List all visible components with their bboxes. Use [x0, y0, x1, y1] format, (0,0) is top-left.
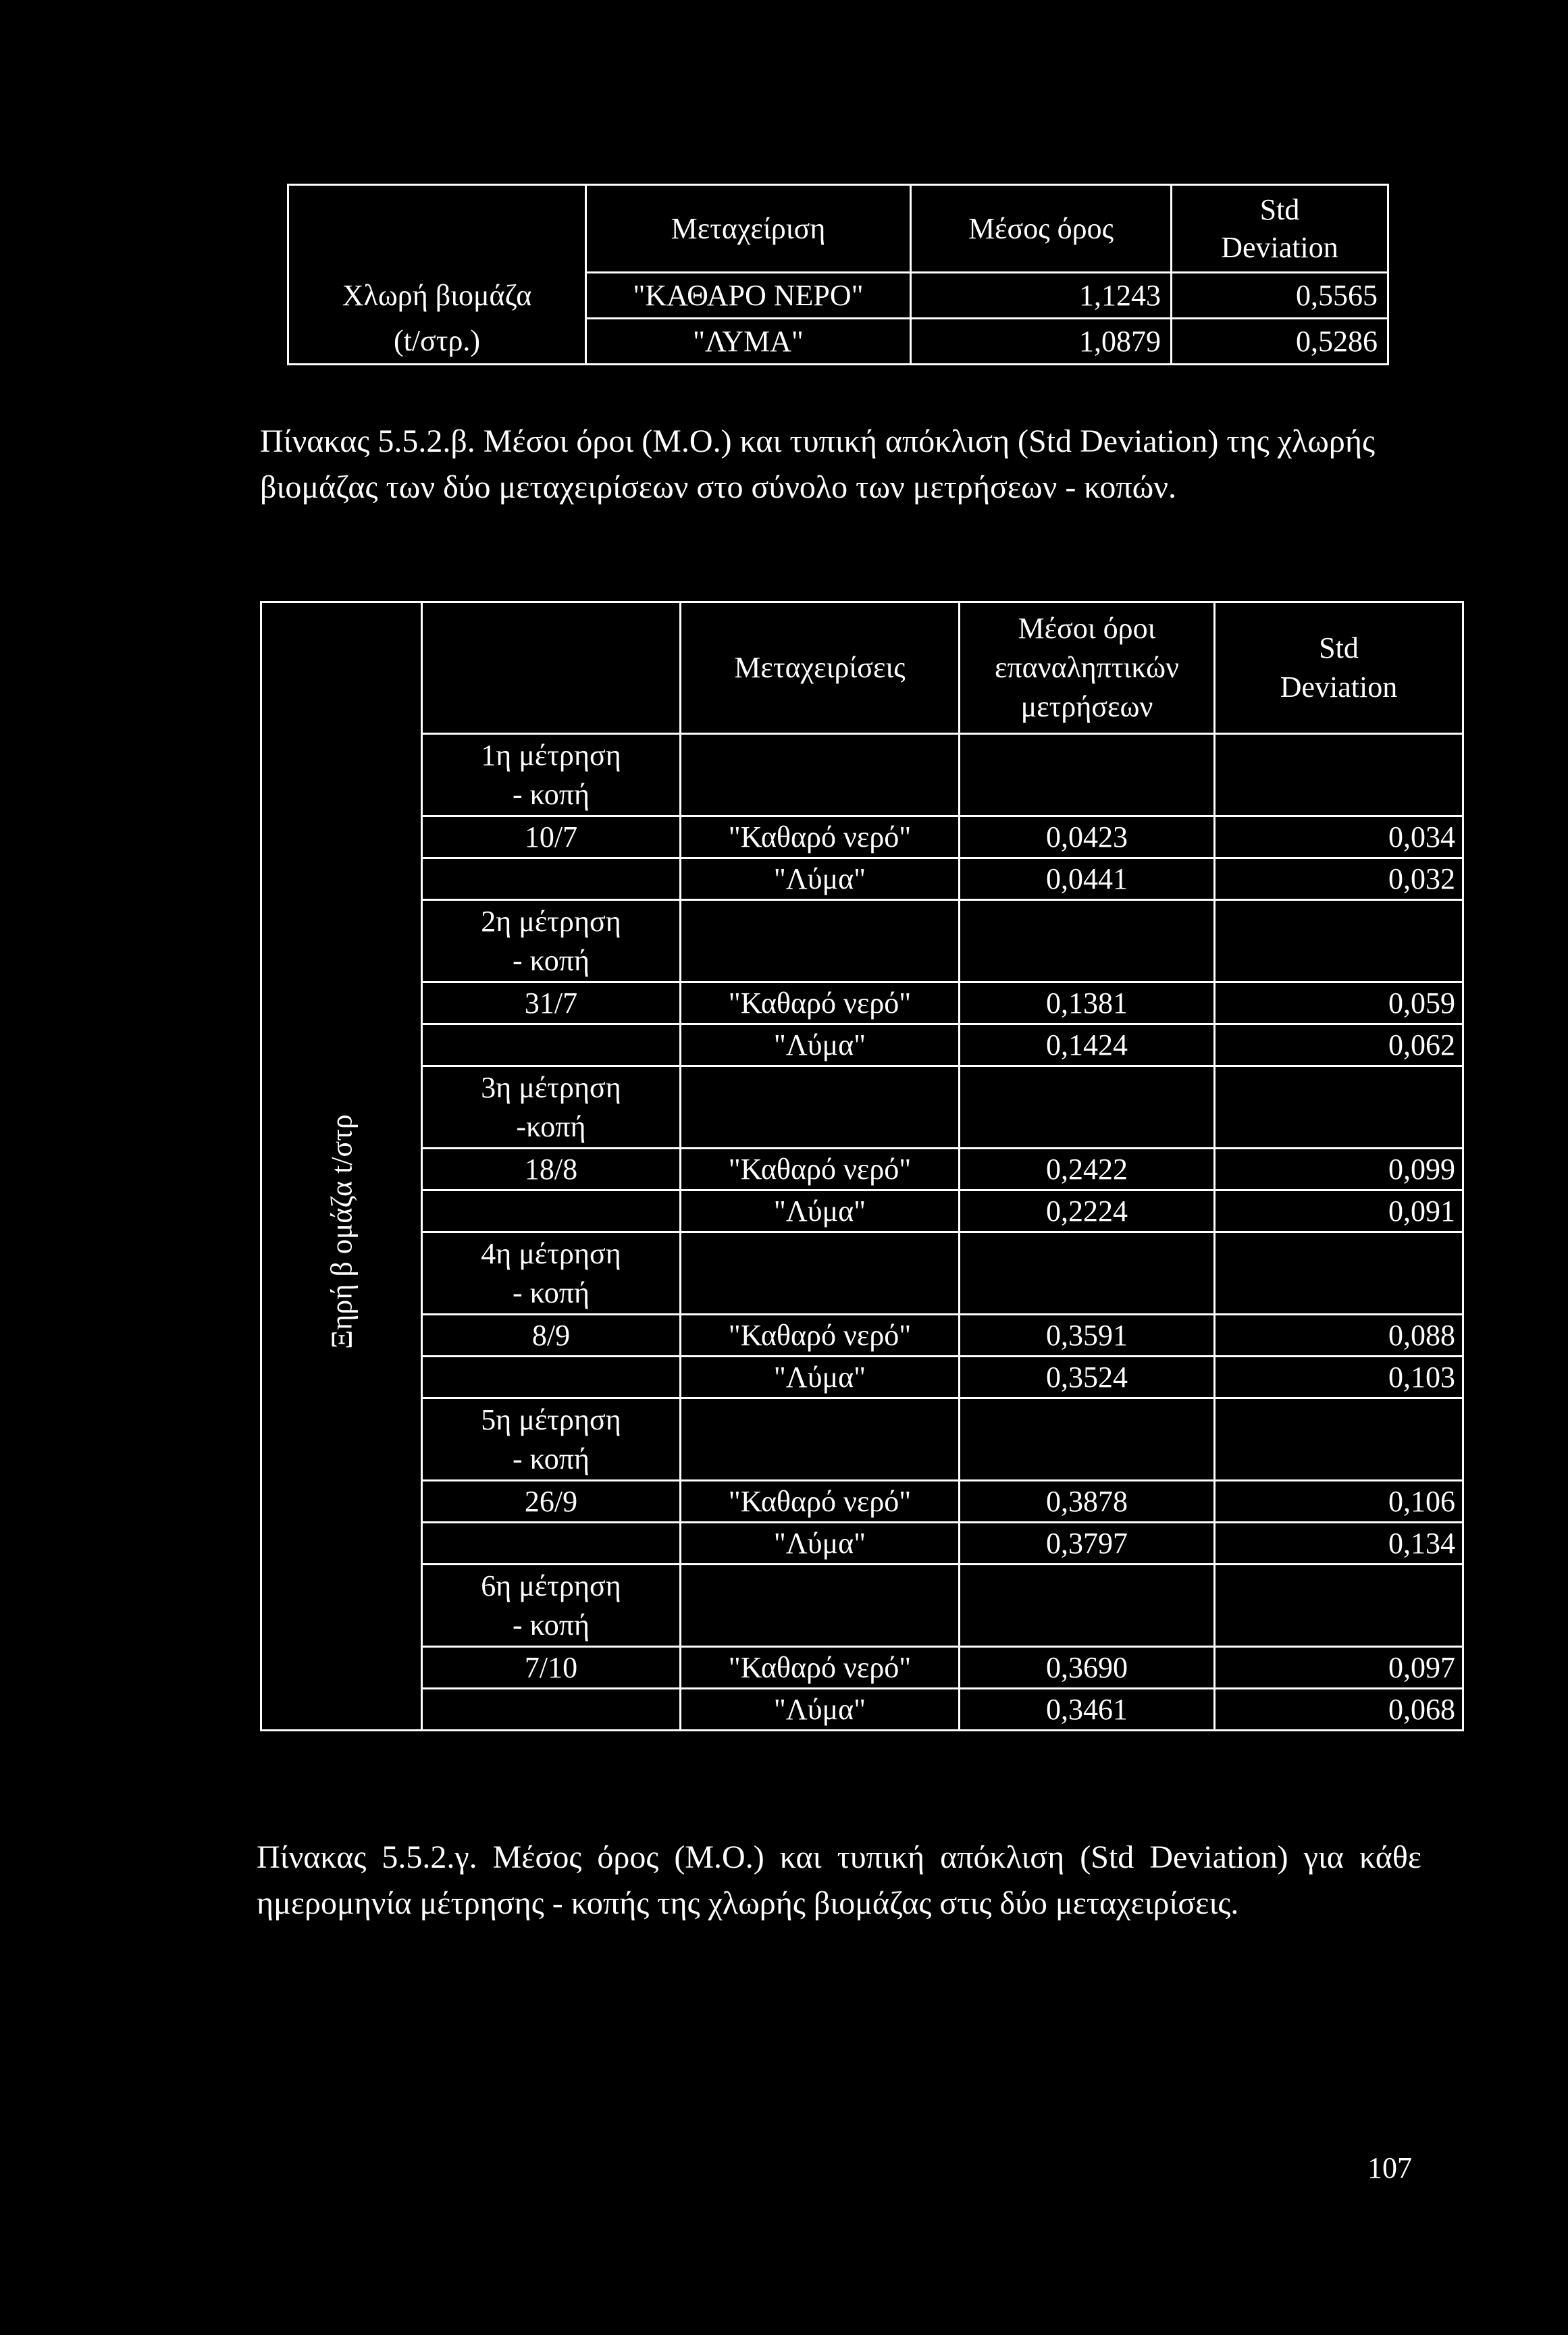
t2-group-label-line1: 5η μέτρηση	[481, 1402, 621, 1436]
t2-group-label-line2: - κοπή	[512, 1276, 590, 1309]
table-row	[261, 1315, 1463, 1357]
t2-std: 0,103	[1215, 1357, 1463, 1398]
t2-treatment: "Λύμα"	[681, 1024, 960, 1066]
t2-empty-cell	[681, 900, 960, 982]
table-row	[261, 1149, 1463, 1190]
t2-group-label-line2: - κοπή	[512, 777, 590, 811]
t1-header-treatment: Μεταχείριση	[586, 185, 911, 273]
table-row	[261, 1481, 1463, 1523]
t2-empty-cell	[1215, 1398, 1463, 1481]
t1-row1-treatment: "ΛΥΜΑ"	[586, 319, 911, 365]
t2-std: 0,032	[1215, 858, 1463, 900]
t2-std: 0,099	[1215, 1149, 1463, 1190]
t2-group-label-line1: 6η μέτρηση	[481, 1569, 621, 1602]
t2-empty-cell	[960, 734, 1215, 816]
t2-mean: 0,0423	[960, 816, 1215, 858]
t2-vertical-label: Ξηρή β ομάζα t/στρ	[325, 1113, 358, 1349]
t2-header-std-line1: Std	[1319, 631, 1359, 664]
t2-date: 8/9	[422, 1315, 681, 1357]
t2-empty-cell	[422, 1190, 681, 1232]
t2-group-label	[422, 900, 681, 982]
t2-empty-cell	[422, 858, 681, 900]
t2-mean: 0,2422	[960, 1149, 1215, 1190]
t2-mean: 0,3797	[960, 1523, 1215, 1565]
t2-corner-cell	[261, 602, 422, 734]
page-number: 107	[1367, 2151, 1412, 2184]
t2-treatment: "Καθαρό νερό"	[681, 1647, 960, 1689]
t2-empty-cell	[960, 1066, 1215, 1149]
t2-header-std-line2: Deviation	[1280, 671, 1398, 704]
green-biomass-table	[287, 184, 1389, 365]
t1-header-mean: Μέσος όρος	[911, 185, 1172, 273]
t2-treatment: "Λύμα"	[681, 1190, 960, 1232]
table-row	[261, 1689, 1463, 1731]
t2-std: 0,062	[1215, 1024, 1463, 1066]
t2-std: 0,091	[1215, 1190, 1463, 1232]
t2-empty-cell	[1215, 734, 1463, 816]
table-row	[261, 982, 1463, 1024]
t1-header-std-line1: Std	[1259, 192, 1300, 226]
t2-treatment: "Λύμα"	[681, 1689, 960, 1731]
table-row	[261, 1357, 1463, 1398]
t1-row1-mean: 1,0879	[911, 319, 1172, 365]
t1-corner-cell	[288, 185, 586, 273]
t2-empty-cell	[1215, 900, 1463, 982]
t2-std: 0,088	[1215, 1315, 1463, 1357]
t2-std: 0,034	[1215, 816, 1463, 858]
t2-header-mean-line2: επαναληπτικών	[994, 651, 1180, 684]
t2-treatment: "Λύμα"	[681, 1523, 960, 1565]
t1-row1-std: 0,5286	[1172, 319, 1388, 365]
t2-mean: 0,1381	[960, 982, 1215, 1024]
t2-empty-cell	[681, 1565, 960, 1647]
t2-mean: 0,1424	[960, 1024, 1215, 1066]
t2-group-label	[422, 1066, 681, 1149]
t2-treatment: "Καθαρό νερό"	[681, 816, 960, 858]
t2-treatment: "Λύμα"	[681, 1357, 960, 1398]
t1-row0-mean: 1,1243	[911, 273, 1172, 319]
t2-empty-cell	[960, 1398, 1215, 1481]
t2-empty-cell	[422, 1689, 681, 1731]
t2-empty-cell	[681, 734, 960, 816]
t2-empty-cell	[422, 1523, 681, 1565]
t2-body	[261, 734, 1463, 1731]
t1-header-std-line2: Deviation	[1221, 230, 1338, 264]
t2-empty-cell	[681, 1232, 960, 1315]
t2-group-label-line1: 1η μέτρηση	[481, 738, 621, 772]
t2-mean: 0,2224	[960, 1190, 1215, 1232]
t2-header-mean-line1: Μέσοι όροι	[1018, 612, 1156, 645]
t2-treatment: "Καθαρό νερό"	[681, 1315, 960, 1357]
table-row	[261, 1190, 1463, 1232]
t2-empty-cell	[960, 1565, 1215, 1647]
t2-treatment: "Καθαρό νερό"	[681, 1481, 960, 1523]
caption-table-b: Πίνακας 5.5.2.β. Μέσοι όροι (Μ.Ο.) και τυπική απόκλιση (Std Deviation) της χλωρής βιομάζας των δύο μεταχειρίσεων στο σύνολο των μετρήσεων - κοπών.	[260, 423, 1375, 505]
dry-biomass-table	[260, 601, 1464, 1731]
t2-date: 26/9	[422, 1481, 681, 1523]
table-row	[261, 1523, 1463, 1565]
t1-row0-treatment: "ΚΑΘΑΡΟ ΝΕΡΟ"	[586, 273, 911, 319]
t2-empty-cell	[422, 1024, 681, 1066]
t2-treatment: "Καθαρό νερό"	[681, 1149, 960, 1190]
caption-table-c: Πίνακας 5.5.2.γ. Μέσος όρος (Μ.Ο.) και τυπική απόκλιση (Std Deviation) για κάθε ημερομηνία μέτρησης - κοπής της χλωρής βιομάζας στις δύο μεταχειρίσεις.	[257, 1839, 1421, 1921]
t2-vertical-label-cell	[261, 734, 422, 1731]
t2-std: 0,059	[1215, 982, 1463, 1024]
t2-std: 0,106	[1215, 1481, 1463, 1523]
table-row	[261, 1024, 1463, 1066]
t2-group-label-line2: -κοπή	[516, 1109, 586, 1143]
t2-std: 0,097	[1215, 1647, 1463, 1689]
t2-header-treatments: Μεταχειρίσεις	[681, 602, 960, 734]
t2-date: 31/7	[422, 982, 681, 1024]
t1-row0-std: 0,5565	[1172, 273, 1388, 319]
t2-empty-cell	[422, 1357, 681, 1398]
t2-group-label-line2: - κοπή	[512, 943, 590, 977]
table-row	[261, 816, 1463, 858]
table-row	[261, 858, 1463, 900]
t2-date: 7/10	[422, 1647, 681, 1689]
table-row	[261, 1647, 1463, 1689]
t2-mean: 0,0441	[960, 858, 1215, 900]
t2-mean: 0,3878	[960, 1481, 1215, 1523]
t1-row-label-line1: Χλωρή βιομάζα	[288, 273, 586, 319]
t2-mean: 0,3461	[960, 1689, 1215, 1731]
t2-empty-cell	[1215, 1232, 1463, 1315]
t2-empty-cell	[960, 1232, 1215, 1315]
t2-header-std	[1215, 602, 1463, 734]
t2-group-label	[422, 1565, 681, 1647]
t2-std: 0,068	[1215, 1689, 1463, 1731]
t1-row-label-line2: (t/στρ.)	[288, 319, 586, 365]
t2-mean: 0,3524	[960, 1357, 1215, 1398]
t2-header-blank	[422, 602, 681, 734]
t2-group-label-line1: 2η μέτρηση	[481, 904, 621, 938]
t1-header-std	[1172, 185, 1388, 273]
t2-empty-cell	[1215, 1066, 1463, 1149]
t2-group-label	[422, 734, 681, 816]
t2-empty-cell	[1215, 1565, 1463, 1647]
t2-empty-cell	[681, 1066, 960, 1149]
t2-date: 10/7	[422, 816, 681, 858]
t2-group-label-line1: 3η μέτρηση	[481, 1070, 621, 1104]
t2-mean: 0,3591	[960, 1315, 1215, 1357]
t2-header-mean	[960, 602, 1215, 734]
t2-group-label	[422, 1232, 681, 1315]
t2-group-label-line2: - κοπή	[512, 1608, 590, 1642]
t2-mean: 0,3690	[960, 1647, 1215, 1689]
t2-group-label	[422, 1398, 681, 1481]
t2-treatment: "Λύμα"	[681, 858, 960, 900]
t2-date: 18/8	[422, 1149, 681, 1190]
t2-group-label-line2: - κοπή	[512, 1442, 590, 1475]
t2-empty-cell	[681, 1398, 960, 1481]
t2-treatment: "Καθαρό νερό"	[681, 982, 960, 1024]
t2-std: 0,134	[1215, 1523, 1463, 1565]
t2-group-label-line1: 4η μέτρηση	[481, 1236, 621, 1270]
t2-empty-cell	[960, 900, 1215, 982]
t2-header-mean-line3: μετρήσεων	[1020, 690, 1153, 723]
